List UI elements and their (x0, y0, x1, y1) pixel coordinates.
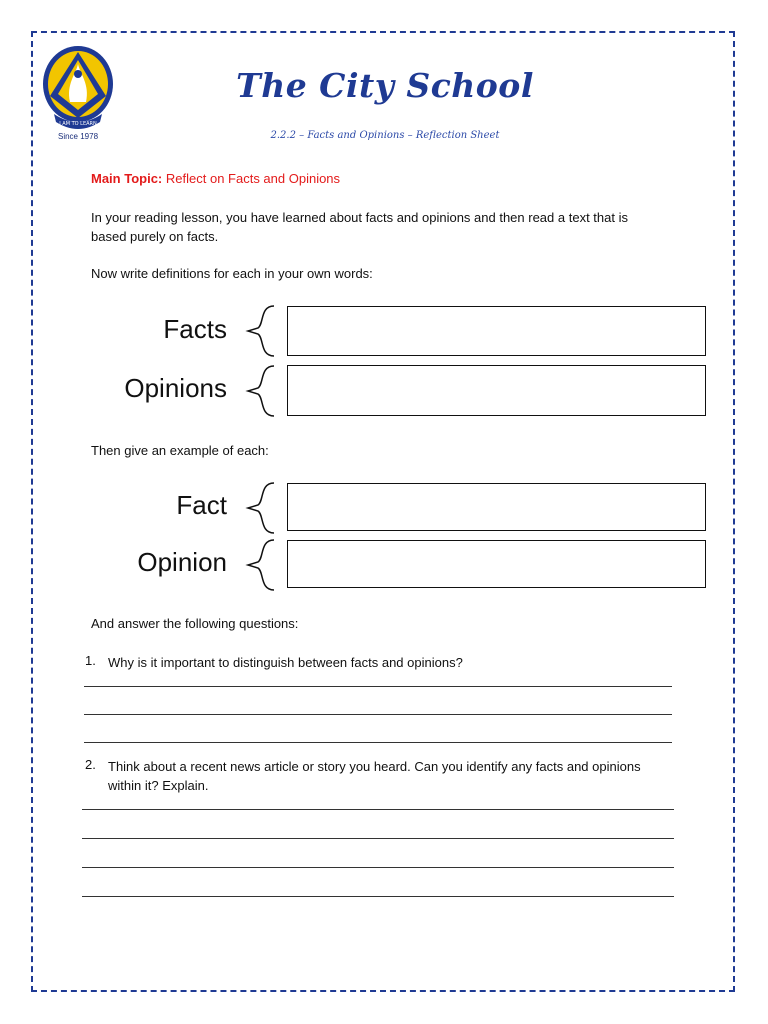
fact-example-box[interactable] (287, 483, 706, 531)
logo-since-text: Since 1978 (57, 132, 99, 141)
question-1-number: 1. (85, 653, 96, 668)
facts-brace-icon (244, 304, 280, 358)
question-1-answer-line[interactable] (84, 714, 672, 715)
intro-line-2: based purely on facts. (91, 229, 219, 244)
logo-motto: I AM TO LEARN (59, 121, 97, 127)
main-topic-label: Main Topic: (91, 171, 163, 186)
facts-label: Facts (163, 314, 227, 344)
intro-paragraph (91, 208, 691, 246)
opinion-brace-icon (244, 538, 280, 592)
main-topic-text: Reflect on Facts and Opinions (165, 171, 341, 186)
examples-prompt: Then give an example of each: (91, 443, 269, 458)
question-2-line-1: Think about a recent news article or story you heard. Can you identify any facts and opinions (108, 759, 641, 774)
question-2-answer-line[interactable] (82, 809, 674, 810)
question-1-answer-line[interactable] (84, 742, 672, 743)
fact-brace-icon (244, 481, 280, 535)
fact-label: Fact (176, 490, 227, 520)
opinion-example-box[interactable] (287, 540, 706, 588)
question-1-text: Why is it important to distinguish between facts and opinions? (108, 655, 463, 670)
opinions-brace-icon (244, 364, 280, 418)
question-2-text (108, 757, 708, 795)
school-title: The City School (236, 66, 534, 105)
question-2-answer-line[interactable] (82, 896, 674, 897)
question-2-line-2: within it? Explain. (108, 778, 209, 793)
opinions-definition-box[interactable] (287, 365, 706, 416)
question-2-answer-line[interactable] (82, 838, 674, 839)
main-topic (91, 171, 340, 186)
opinions-label: Opinions (124, 373, 227, 403)
question-2-answer-line[interactable] (82, 867, 674, 868)
opinion-label: Opinion (137, 547, 227, 577)
questions-prompt: And answer the following questions: (91, 616, 299, 631)
school-logo (40, 44, 116, 146)
intro-line-1: In your reading lesson, you have learned about facts and opinions and then read a text that is (91, 210, 628, 225)
worksheet-subtitle: 2.2.2 – Facts and Opinions – Reflection Sheet (270, 130, 500, 141)
question-2-number: 2. (85, 757, 96, 772)
facts-definition-box[interactable] (287, 306, 706, 356)
school-crest-icon (40, 44, 116, 134)
definitions-prompt: Now write definitions for each in your own words: (91, 266, 373, 281)
question-1-answer-line[interactable] (84, 686, 672, 687)
